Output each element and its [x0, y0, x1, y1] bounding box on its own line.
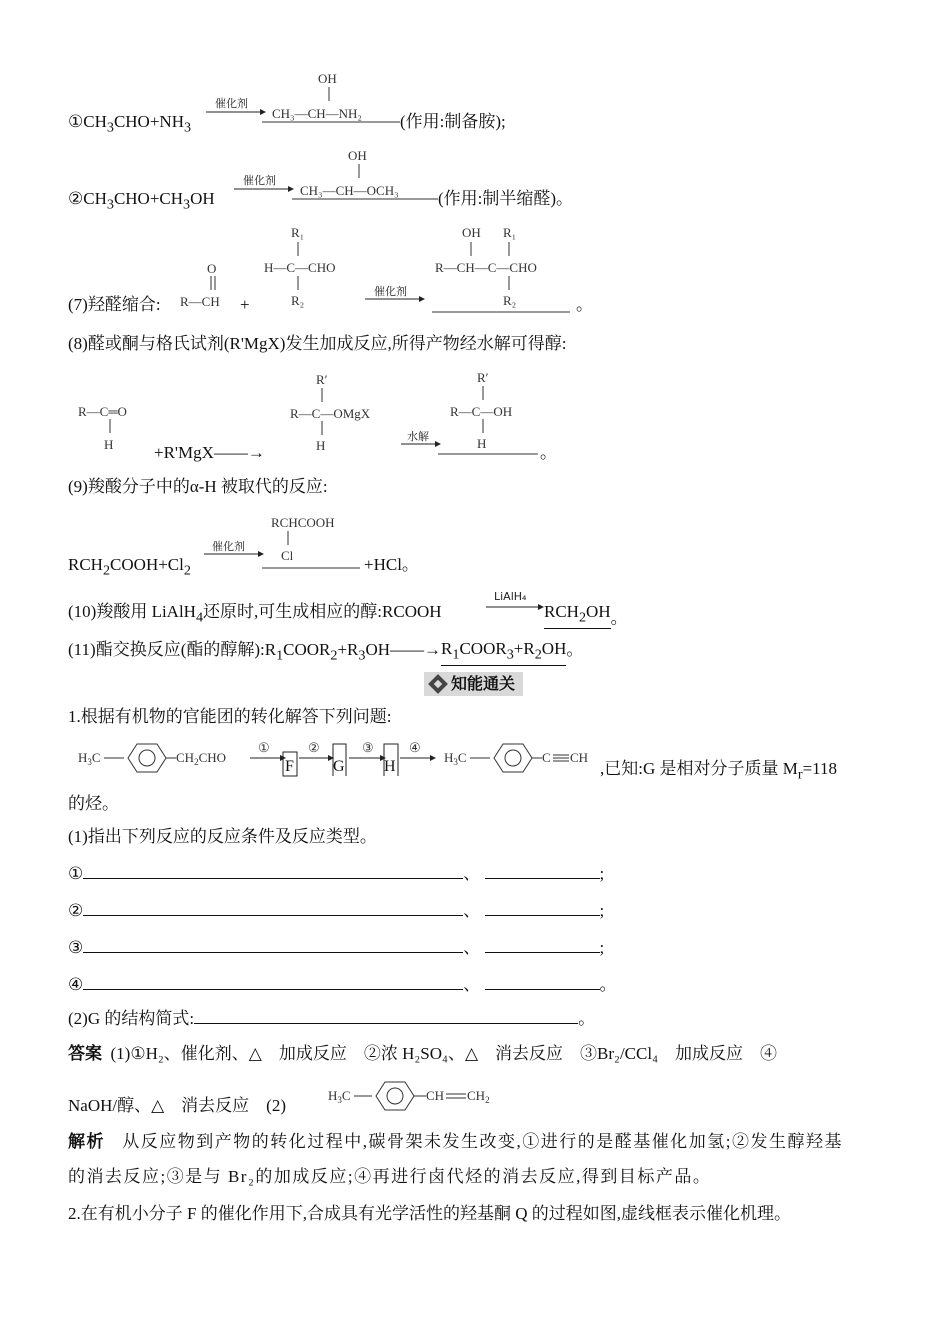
svg-text:④: ④	[409, 740, 421, 755]
svg-text:H3C: $H_3C$	[78, 750, 101, 767]
answer-underline	[432, 310, 572, 314]
svg-text:③: ③	[362, 740, 374, 755]
svg-text:H3C: $H_3C$	[444, 750, 467, 767]
bond-line	[108, 419, 112, 435]
bond-line	[357, 164, 361, 180]
type-blank[interactable]	[485, 936, 600, 953]
cl-label: Cl	[281, 548, 294, 563]
period: 。	[576, 295, 593, 314]
h-label: H	[477, 436, 487, 451]
svg-text:H: H	[384, 758, 396, 775]
product-oh: OH	[348, 148, 367, 163]
q1-stem: 1.根据有机物的官能团的转化解答下列问题:	[68, 707, 392, 726]
arrow-icon	[234, 177, 294, 197]
reaction-note: (作用:制半缩醛)。	[438, 189, 574, 208]
catalyst-label: 催化剂	[212, 540, 245, 553]
arrow-icon	[365, 288, 425, 308]
badge-label: 知能通关	[451, 674, 516, 693]
svg-text:CH: CH	[426, 1088, 445, 1103]
section-11-text: (11)酯交换反应(酯的醇解)$:R_1COOR_2+R_3OH——\to R_1COOR_3+R_2OH$。	[68, 638, 583, 666]
reagent-formula: H—C—CHO	[264, 260, 336, 275]
bond-line	[327, 87, 331, 103]
section-8-label: (8)醛或酮与格氏试剂(R'MgX)发生加成反应,所得产物经水解可得醇:	[68, 334, 567, 353]
grignard-reagent: +R'MgX——→	[154, 443, 265, 462]
reagent-label: LiAlH₄	[494, 590, 527, 603]
r2-label: R₂	[291, 293, 305, 308]
bond-line	[481, 386, 485, 402]
q2-stem: 2.在有机小分子 F 的催化作用下,合成具有光学活性的羟基酮 Q 的过程如图,虚线框表示催化机理。	[68, 1204, 791, 1223]
arrow-icon	[486, 596, 544, 616]
diamond-icon	[428, 674, 448, 694]
analysis-line-1: 解析 从反应物到产物的转化过程中,碳骨架未发生改变,①进行的是醛基催化加氢;②发生醇羟基	[68, 1132, 843, 1152]
catalyst-label: 催化剂	[374, 285, 407, 298]
answer-blank-row: ③ 、 ;	[68, 938, 605, 957]
r-prime-label: R′	[477, 370, 489, 385]
period: 。	[540, 443, 557, 462]
product-formula: CH₃—CH—OCH₃	[300, 183, 399, 198]
answer-underline	[262, 566, 362, 570]
section-badge	[424, 672, 523, 696]
q1-part2: (2)G 的结构简式: 。	[68, 1009, 596, 1028]
answer-underline	[262, 120, 402, 124]
analysis-label: 解析	[68, 1132, 105, 1152]
condition-blank[interactable]	[83, 862, 463, 879]
catalyst-label: 催化剂	[215, 97, 248, 110]
product-formula: R—C—OH	[450, 404, 513, 419]
catalyst-label: 催化剂	[243, 174, 276, 187]
svg-text:①: ①	[258, 740, 270, 755]
q1-scheme	[76, 736, 596, 780]
answer-label: 答案	[68, 1044, 102, 1064]
answer-blank-row: ① 、 ;	[68, 864, 605, 883]
answer-underline	[292, 197, 442, 201]
bond-line	[469, 242, 473, 258]
answer-structure	[326, 1076, 506, 1116]
product-formula: RCHCOOH	[271, 515, 335, 530]
svg-text:C: C	[542, 750, 551, 765]
arrow-icon	[401, 434, 441, 450]
product-formula: CH₃—CH—NH₂	[272, 106, 362, 121]
condition-blank[interactable]	[83, 973, 463, 990]
svg-text:②: ②	[308, 740, 320, 755]
answer-underline	[438, 452, 540, 456]
type-blank[interactable]	[485, 899, 600, 916]
bond-line	[507, 242, 511, 258]
aldehyde-formula: R—C═O	[78, 404, 127, 419]
intermediate-formula: R—C—OMgX	[290, 406, 371, 421]
answer-line-2: NaOH/醇、△ 消去反应 (2)	[68, 1096, 286, 1115]
svg-text:G: G	[333, 758, 345, 775]
section-10-answer: $RCH_2OH$。	[544, 602, 628, 628]
analysis-line-2: 的消去反应;③是与 Br₂的加成反应;④再进行卤代烃的消去反应,得到目标产品。	[68, 1167, 712, 1186]
answer-line-1: 答案 (1)①H₂、催化剂、△ 加成反应 ②浓 H₂SO₄、△ 消去反应 ③Br₂/CCl₄ 加成反应 ④	[68, 1044, 778, 1064]
section-9-label: (9)羧酸分子中的α-H 被取代的反应:	[68, 477, 328, 496]
arrow-icon	[206, 100, 266, 120]
product-oh: OH	[462, 225, 481, 240]
reaction-1-reactants: $①CH_3CHO+NH_3$	[68, 112, 192, 136]
product-r1: R₁	[503, 225, 517, 240]
section-7-label: (7)羟醛缩合:	[68, 295, 161, 314]
bond-line	[296, 242, 300, 258]
answer-blank-row: ④ 、 。	[68, 975, 617, 994]
reaction-2-reactants: $②CH_3CHO+CH_3OH$	[68, 189, 215, 213]
svg-text:CH2CHO: $CH_2CHO$	[176, 750, 227, 767]
aldehyde-formula: R—CH	[180, 294, 220, 309]
condition-blank[interactable]	[83, 936, 463, 953]
condition-blank[interactable]	[83, 899, 463, 916]
r-prime-label: R′	[316, 372, 328, 387]
double-bond	[208, 276, 218, 292]
structure-blank[interactable]	[194, 1007, 578, 1024]
h-label: H	[104, 437, 114, 452]
product-oh: OH	[318, 71, 337, 86]
svg-text:CH2: $CH_2$	[467, 1088, 490, 1105]
type-blank[interactable]	[485, 973, 600, 990]
type-blank[interactable]	[485, 862, 600, 879]
carbonyl-o: O	[207, 261, 217, 276]
product-r2: R₂	[503, 293, 517, 308]
svg-text:F: F	[285, 758, 294, 775]
section-10-text: (10)羧酸用 LiAlH$_4$还原时,可生成相应的醇:RCOOH	[68, 602, 442, 626]
product-formula: R—CH—C—CHO	[435, 260, 537, 275]
answer-blank-row: ② 、 ;	[68, 901, 605, 920]
svg-text:H3C: $H_3C$	[328, 1088, 351, 1105]
byproduct: +HCl。	[364, 555, 419, 574]
hydrolysis-label: 水解	[407, 430, 429, 443]
svg-text:CH: CH	[570, 750, 589, 765]
q1-given-cont: 的烃。	[68, 794, 119, 813]
q1-given: ,已知:G 是相对分子质量 $M_r=118$	[600, 759, 838, 783]
r1-label: R₁	[291, 225, 305, 240]
reaction-note: (作用:制备胺);	[400, 112, 506, 131]
arrow-icon	[204, 543, 264, 563]
q1-part1: (1)指出下列反应的反应条件及反应类型。	[68, 827, 377, 846]
reaction-9-reactants: $RCH_2COOH+Cl_2$	[68, 555, 191, 579]
h-label: H	[316, 438, 326, 453]
plus-sign: +	[240, 295, 250, 314]
bond-line	[320, 388, 324, 404]
